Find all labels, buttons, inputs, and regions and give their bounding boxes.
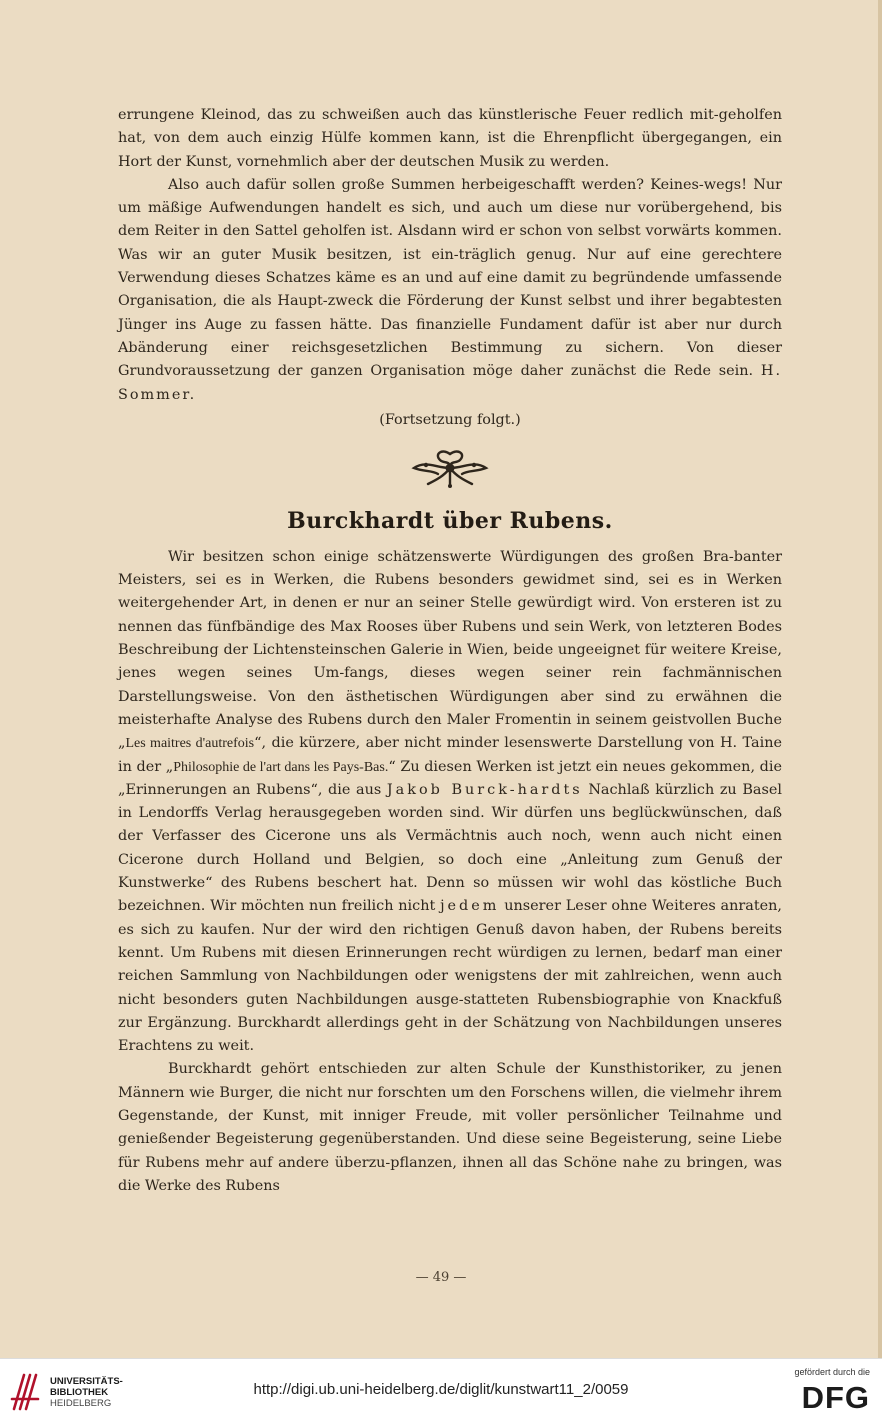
latin-title-fromentin: Les maitres d'autrefois <box>125 736 255 752</box>
paragraph-summary-text: Also auch dafür sollen große Summen herbeigeschafft werden? Keines-wegs! Nur um mäßige Aufwendungen handelt es sich, und auch um diese nur vorübergehend, bis dem Reiter in den Sattel geholfen ist. Alsdann wird er schon von selbst vorwärts kommen. Was wir an guter Musik besitzen, ist ein-träglich genug. Nur auf eine gerechtere Verwendung dieses Schatzes käme es an und auf eine damit zu begründende umfassende Organisation, die als Haupt-zweck die Förderung der Kunst selbst und ihrer begabtesten Jünger ins Auge zu fassen hätte. Das finanzielle Fundament dafür ist aber nur durch Abänderung einer reichsgesetzlichen Bestimmung zu sichern. Von dieser Grundvoraussetzung der ganzen Organisation möge daher zunächst die Rede sein. <box>118 176 782 380</box>
university-name-line-3: HEIDELBERG <box>50 1398 112 1409</box>
article-paragraph-1 <box>118 546 782 1059</box>
article-text-e: unserer Leser ohne Weiteres anraten, es sich zu kaufen. Nur der wird den richtigen Genuß davon haben, der Rubens bereits kennt. Um Rubens mit diesen Erinnerungen recht würdigen zu lernen, bedarf man einer reichen Sammlung von Nachbildungen oder wenigstens der mit zahlreichen, wenn auch nicht besonders guten Nachbildungen ausge-statteten Rubensbiographie von Knackfuß zur Ergänzung. Burckhardt allerdings geht in der Schätzung von Nachbildungen unseres Erachtens zu weit. <box>118 898 782 1055</box>
article-heading: Burckhardt über Rubens. <box>287 507 613 534</box>
emphasis-jedem: jedem <box>440 898 500 915</box>
paragraph-summary <box>118 174 782 407</box>
continued-note: (Fortsetzung folgt.) <box>379 411 521 428</box>
page-number: — 49 — <box>415 1270 467 1285</box>
viewer-footer <box>0 1358 882 1427</box>
permalink-url[interactable]: http://digi.ub.uni-heidelberg.de/diglit/kunstwart11_2/0059 <box>253 1381 629 1398</box>
article-paragraph-2: Burckhardt gehört entschieden zur alten Schule der Kunsthistoriker, zu jenen Männern wie Burger, die nicht nur forschten um den Forschens willen, die vielmehr ihrem Gegenstande, der Kunst, mit inniger Freude, mit voller persönlicher Teilnahme und genießender Begeisterung gegenüberstanden. Und diese seine Begeisterung, seine Liebe für Rubens mehr auf andere überzu-pflanzen, ihnen all das Schöne nahe zu bringen, was die Werke des Rubens <box>118 1061 782 1194</box>
floral-ornament-icon <box>406 446 494 490</box>
page-edge-shadow <box>878 0 882 1358</box>
author-signature: H. Sommer. <box>118 363 783 403</box>
article-text-c: “ Zu diesen Werken ist jetzt ein neues gekommen, die „Erinnerungen an Rubens“, die aus <box>118 758 782 798</box>
author-name-burckhardt: Jakob Burck-hardts <box>386 781 583 798</box>
dfg-logo[interactable]: DFG <box>801 1380 870 1415</box>
article-text-d: Nachlaß kürzlich zu Basel in Lendorffs Verlag herausgegeben worden sind. Wir dürfen uns beglückwünschen, daß der Verfasser des Cicerone uns als Vermächtnis auch noch, wenn auch nicht einen Cicerone durch Holland und Belgien, so doch eine „Anleitung zum Genuß der Kunstwerke“ des Rubens beschert hat. Denn so müssen wir wohl das köstliche Buch bezeichnen. Wir möchten nun freilich nicht <box>118 781 782 915</box>
funded-by-label: gefördert durch die <box>794 1367 870 1377</box>
university-name-line-2: BIBLIOTHEK <box>50 1387 109 1398</box>
latin-title-taine: Philosophie de l'art dans les Pays-Bas. <box>173 759 389 775</box>
article-text-a: Wir besitzen schon einige schätzenswerte Würdigungen des großen Bra-banter Meisters, sei es in Werken, die Rubens besonders gewidmet sind, sei es in Werken weitergehender Art, in denen er nur an seiner Stelle gewürdigt wird. Von ersteren ist zu nennen das fünfbändige des Max Rooses über Rubens und sein Werk, von letzteren Bodes Beschreibung der Lichtensteinschen Galerie in Wien, beide ungeeignet für weitere Kreise, jenes wegen seines Um-fangs, dieses wegen seiner rein fachmännischen Darstellungsweise. Von den ästhetischen Würdigungen aber sind zu erwähnen die meisterhafte Analyse des Rubens durch den Maler Fromentin in seinem geistvollen Buche „ <box>118 548 782 752</box>
university-name-line-1: UNIVERSITÄTS- <box>50 1376 123 1387</box>
page-text-block <box>118 104 782 1198</box>
paragraph-continuation: errungene Kleinod, das zu schweißen auch das künstlerische Feuer redlich mit-geholfen hat, von dem auch einzig Hülfe kommen kann, ist die Ehrenpflicht übergegangen, ein Hort der Kunst, vornehmlich aber der deutschen Musik zu werden. <box>118 107 782 170</box>
article-text-b: “, die kürzere, aber nicht minder lesenswerte Darstellung von H. Taine in der „ <box>118 735 782 775</box>
